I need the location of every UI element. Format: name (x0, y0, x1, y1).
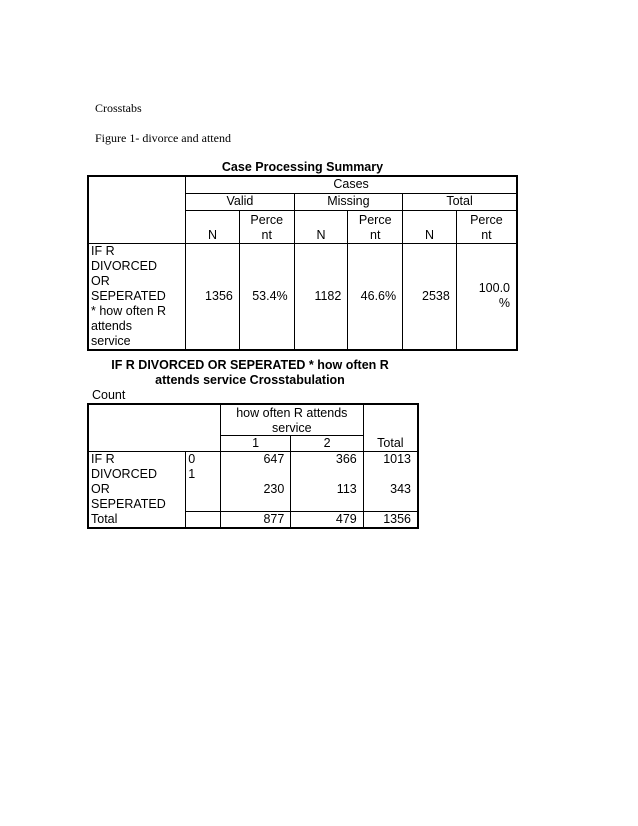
how-often-header: how often R attends service 1 2 (220, 404, 363, 451)
missing-percent-header: Perce nt (348, 210, 403, 243)
table-cell-c2: 366 113 (291, 451, 363, 512)
row-variable-label: IF R DIVORCED OR SEPERATED (88, 451, 186, 512)
crosstab-table (87, 403, 419, 529)
valid-percent-header: Perce nt (239, 210, 294, 243)
count-label: Count (92, 388, 126, 402)
figure-caption: Figure 1- divorce and attend (95, 131, 231, 145)
total-c1: 877 (220, 512, 290, 529)
missing-n-header: N (294, 210, 348, 243)
total-n-value: 2538 (403, 243, 457, 350)
missing-percent-value: 46.6% (348, 243, 403, 350)
total-all: 1356 (363, 512, 418, 529)
row-codes: 0 1 (186, 451, 221, 512)
summary-corner-cell (88, 176, 186, 243)
valid-n-value: 1356 (186, 243, 240, 350)
total-col-header: Total (363, 404, 418, 451)
valid-header: Valid (186, 193, 294, 210)
missing-n-value: 1182 (294, 243, 348, 350)
total-c2: 479 (291, 512, 363, 529)
table-cell-c1: 647 230 (220, 451, 290, 512)
crosstab-title: IF R DIVORCED OR SEPERATED * how often R attends service Crosstabulation (111, 358, 389, 387)
crosstabs-heading: Crosstabs (95, 101, 142, 115)
summary-row-label: IF R DIVORCED OR SEPERATED * how often R attends service (88, 243, 186, 350)
valid-percent-value: 53.4% (239, 243, 294, 350)
summary-title: Case Processing Summary (221, 160, 384, 174)
cases-header: Cases (186, 176, 517, 193)
case-processing-summary-table (87, 175, 518, 351)
table-cell-total: 1013 343 (363, 451, 418, 512)
total-n-header: N (403, 210, 457, 243)
total-percent-header: Perce nt (456, 210, 517, 243)
col-1-header: 1 (221, 436, 291, 451)
total-row-spacer (186, 512, 221, 529)
col-2-header: 2 (323, 435, 331, 450)
total-percent-value: 100.0 % (456, 243, 517, 350)
valid-n-header: N (186, 210, 240, 243)
total-row-label: Total (88, 512, 186, 529)
crosstab-corner-cell (88, 404, 220, 451)
missing-header: Missing (294, 193, 402, 210)
total-header: Total (403, 193, 517, 210)
